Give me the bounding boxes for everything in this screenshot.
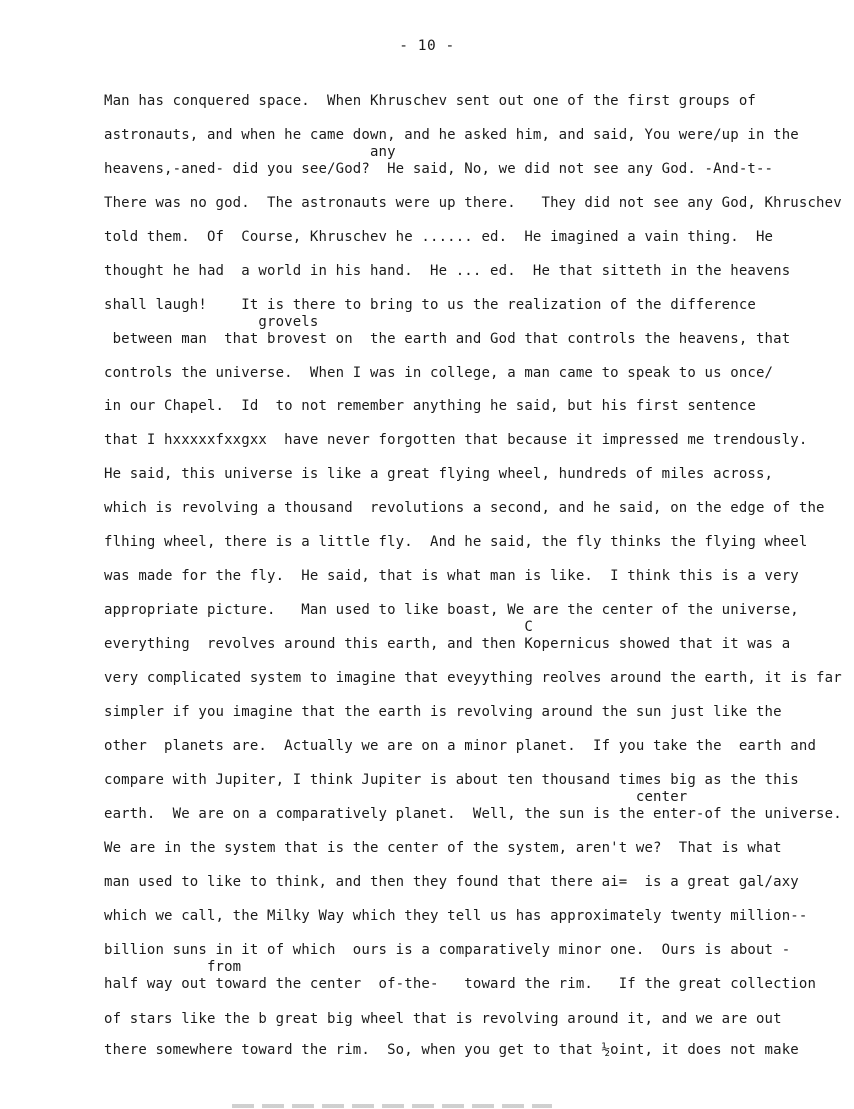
- text-line: of stars like the b great big wheel that is revolving around it, and we are out: [104, 1011, 782, 1027]
- text-line: simpler if you imagine that the earth is revolving around the sun just like the: [104, 704, 782, 720]
- text-line: man used to like to think, and then they found that there ai= is a great gal/axy: [104, 874, 799, 890]
- text-line: earth. We are on a comparatively planet. Well, the sun is the enter-of the universe.: [104, 806, 842, 822]
- interlinear-insertion: C: [104, 619, 533, 635]
- text-line: which we call, the Milky Way which they tell us has approximately twenty million--: [104, 908, 808, 924]
- text-line: other planets are. Actually we are on a minor planet. If you take the earth and: [104, 738, 817, 754]
- text-line: He said, this universe is like a great flying wheel, hundreds of miles across,: [104, 466, 774, 482]
- text-line: flhing wheel, there is a little fly. And he said, the fly thinks the flying wheel: [104, 534, 808, 550]
- text-line: which is revolving a thousand revolutions a second, and he said, on the edge of the: [104, 500, 825, 516]
- text-line: thought he had a world in his hand. He ... ed. He that sitteth in the heavens: [104, 263, 791, 279]
- text-line: that I hxxxxxfxxgxx have never forgotten that because it impressed me trendously.: [104, 432, 808, 448]
- text-line: compare with Jupiter, I think Jupiter is about ten thousand times big as the this: [104, 772, 799, 788]
- text-line: very complicated system to imagine that eveyything reolves around the earth, it is far: [104, 670, 842, 686]
- text-line: Man has conquered space. When Khruschev sent out one of the first groups of: [104, 93, 756, 109]
- text-line: There was no god. The astronauts were up there. They did not see any God, Khruschev: [104, 195, 842, 211]
- text-line: heavens,-aned- did you see/God? He said, No, we did not see any God. -And-t--: [104, 161, 774, 177]
- interlinear-insertion: grovels: [104, 314, 319, 330]
- interlinear-insertion: center: [104, 789, 688, 805]
- text-line: astronauts, and when he came down, and he asked him, and said, You were/up in the: [104, 127, 799, 143]
- scan-artifact: [232, 1104, 552, 1108]
- text-line: between man that brovest on the earth and God that controls the heavens, that: [104, 331, 791, 347]
- text-line: shall laugh! It is there to bring to us the realization of the difference: [104, 297, 756, 313]
- text-line: told them. Of Course, Khruschev he ...... ed. He imagined a vain thing. He: [104, 229, 774, 245]
- text-line: controls the universe. When I was in college, a man came to speak to us once/: [104, 365, 774, 381]
- text-line: there somewhere toward the rim. So, when you get to that ½oint, it does not make: [104, 1042, 799, 1058]
- text-line: was made for the fly. He said, that is what man is like. I think this is a very: [104, 568, 799, 584]
- interlinear-insertion: from: [104, 959, 242, 975]
- text-line: billion suns in it of which ours is a comparatively minor one. Ours is about -: [104, 942, 791, 958]
- text-line: in our Chapel. Id to not remember anything he said, but his first sentence: [104, 398, 756, 414]
- text-line: half way out toward the center of-the- toward the rim. If the great collection: [104, 976, 817, 992]
- text-line: everything revolves around this earth, and then Kopernicus showed that it was a: [104, 636, 791, 652]
- text-line: We are in the system that is the center of the system, aren't we? That is what: [104, 840, 782, 856]
- text-line: appropriate picture. Man used to like boast, We are the center of the universe,: [104, 602, 799, 618]
- interlinear-insertion: any: [104, 144, 396, 160]
- page-number: - 10 -: [399, 38, 455, 54]
